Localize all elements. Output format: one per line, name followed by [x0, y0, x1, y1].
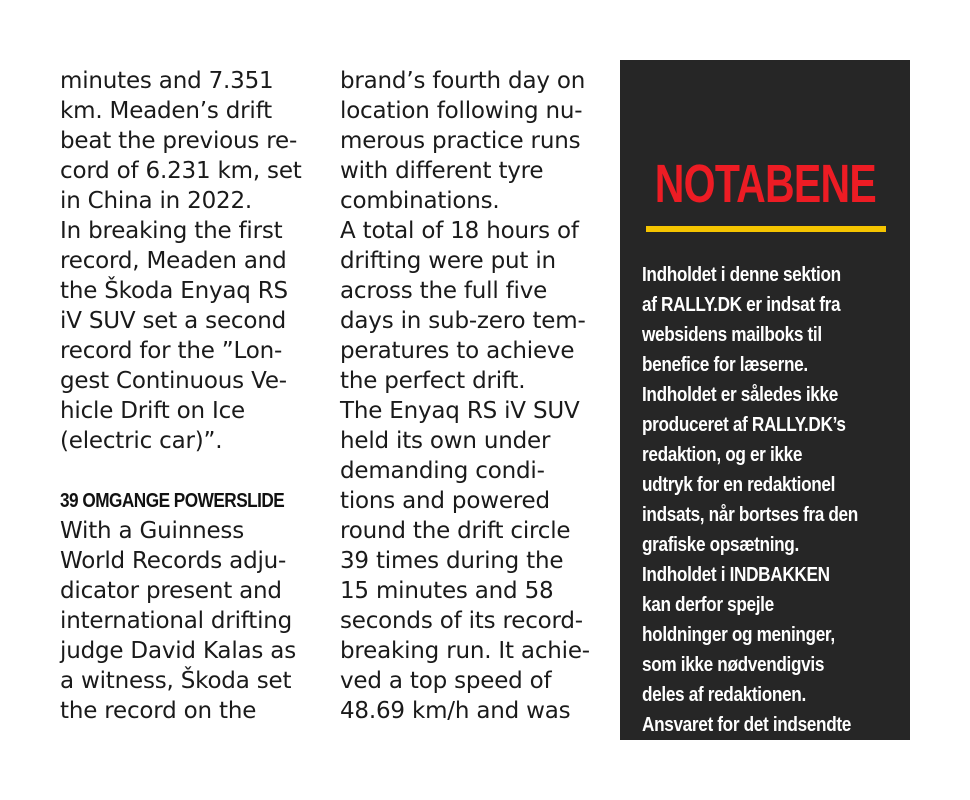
- text-line: in China in 2022.: [60, 188, 253, 214]
- sidebar-text-line: Indholdet i denne sektion: [642, 264, 841, 286]
- text-line: With a Guinness: [60, 518, 244, 544]
- text-line: 39 times during the: [340, 548, 564, 574]
- text-line: a witness, Škoda set: [60, 668, 292, 694]
- sidebar-text-line: Ansvaret for det indsendte: [642, 714, 851, 736]
- text-line: record, Meaden and: [60, 248, 287, 274]
- text-line: 48.69 km/h and was: [340, 698, 571, 724]
- paragraph-gap: [60, 456, 328, 486]
- column-1-continuation: [60, 516, 328, 726]
- text-line: record for the ”Lon-: [60, 338, 283, 364]
- text-line: judge David Kalas as: [60, 638, 296, 664]
- sidebar-body: [642, 260, 912, 770]
- subheading: 39 OMGANGE POWERSLIDE: [60, 490, 285, 512]
- notabene-sidebar: [620, 60, 910, 766]
- text-line: World Records adju-: [60, 548, 287, 574]
- sidebar-text-line: produceret af RALLY.DK’s: [642, 414, 846, 436]
- text-line: The Enyaq RS iV SUV: [340, 398, 580, 424]
- text-line: km. Meaden’s drift: [60, 98, 272, 124]
- text-line: A total of 18 hours of: [340, 218, 579, 244]
- text-line: In breaking the first: [60, 218, 283, 244]
- text-line: (electric car)”.: [60, 428, 223, 454]
- text-line: the Škoda Enyaq RS: [60, 278, 288, 304]
- text-line: dicator present and: [60, 578, 282, 604]
- sidebar-text-line: Indholdet i INDBAKKEN: [642, 564, 830, 586]
- text-line: ved a top speed of: [340, 668, 552, 694]
- sidebar-divider: [646, 226, 886, 232]
- text-line: with different tyre: [340, 158, 544, 184]
- text-line: tions and powered: [340, 488, 550, 514]
- text-line: iV SUV set a second: [60, 308, 287, 334]
- sidebar-text-line: holdninger og meninger,: [642, 624, 835, 646]
- sidebar-text-line: Indholdet er således ikke: [642, 384, 838, 406]
- text-line: international drifting: [60, 608, 293, 634]
- text-line: merous practice runs: [340, 128, 581, 154]
- text-line: combinations.: [340, 188, 500, 214]
- text-line: gest Continuous Ve-: [60, 368, 287, 394]
- text-line: the perfect drift.: [340, 368, 526, 394]
- text-line: drifting were put in: [340, 248, 556, 274]
- text-line: demanding condi-: [340, 458, 545, 484]
- text-line: peratures to achieve: [340, 338, 575, 364]
- sidebar-text-line: af RALLY.DK er indsat fra: [642, 294, 841, 316]
- sidebar-text-line: redaktion, og er ikke: [642, 444, 803, 466]
- sidebar-text-line: indsats, når bortses fra den: [642, 504, 858, 526]
- column-1-paragraphs: [60, 66, 328, 456]
- sidebar-text-line: som ikke nødvendigvis: [642, 654, 825, 676]
- text-line: round the drift circle: [340, 518, 571, 544]
- text-line: hicle Drift on Ice: [60, 398, 245, 424]
- sidebar-text-line: benefice for læserne.: [642, 354, 808, 376]
- text-line: days in sub-zero tem-: [340, 308, 586, 334]
- article-column-1: [60, 66, 328, 726]
- text-line: brand’s fourth day on: [340, 68, 586, 94]
- text-line: across the full five: [340, 278, 548, 304]
- sidebar-text-line: påhviler alene afsenderne.: [642, 744, 850, 766]
- text-line: 15 minutes and 58: [340, 578, 554, 604]
- sidebar-text-line: udtryk for en redaktionel: [642, 474, 836, 496]
- sidebar-text-line: kan derfor spejle: [642, 594, 774, 616]
- sidebar-title: NOTABENE: [654, 154, 876, 214]
- article-column-2: [340, 66, 608, 726]
- text-line: held its own under: [340, 428, 551, 454]
- text-line: breaking run. It achie-: [340, 638, 590, 664]
- text-line: seconds of its record-: [340, 608, 583, 634]
- sidebar-text-line: deles af redaktionen.: [642, 684, 806, 706]
- text-line: beat the previous re-: [60, 128, 298, 154]
- sidebar-text-line: websidens mailboks til: [642, 324, 822, 346]
- sidebar-text-line: grafiske opsætning.: [642, 534, 799, 556]
- text-line: location following nu-: [340, 98, 583, 124]
- text-line: cord of 6.231 km, set: [60, 158, 302, 184]
- text-line: the record on the: [60, 698, 257, 724]
- text-line: minutes and 7.351: [60, 68, 274, 94]
